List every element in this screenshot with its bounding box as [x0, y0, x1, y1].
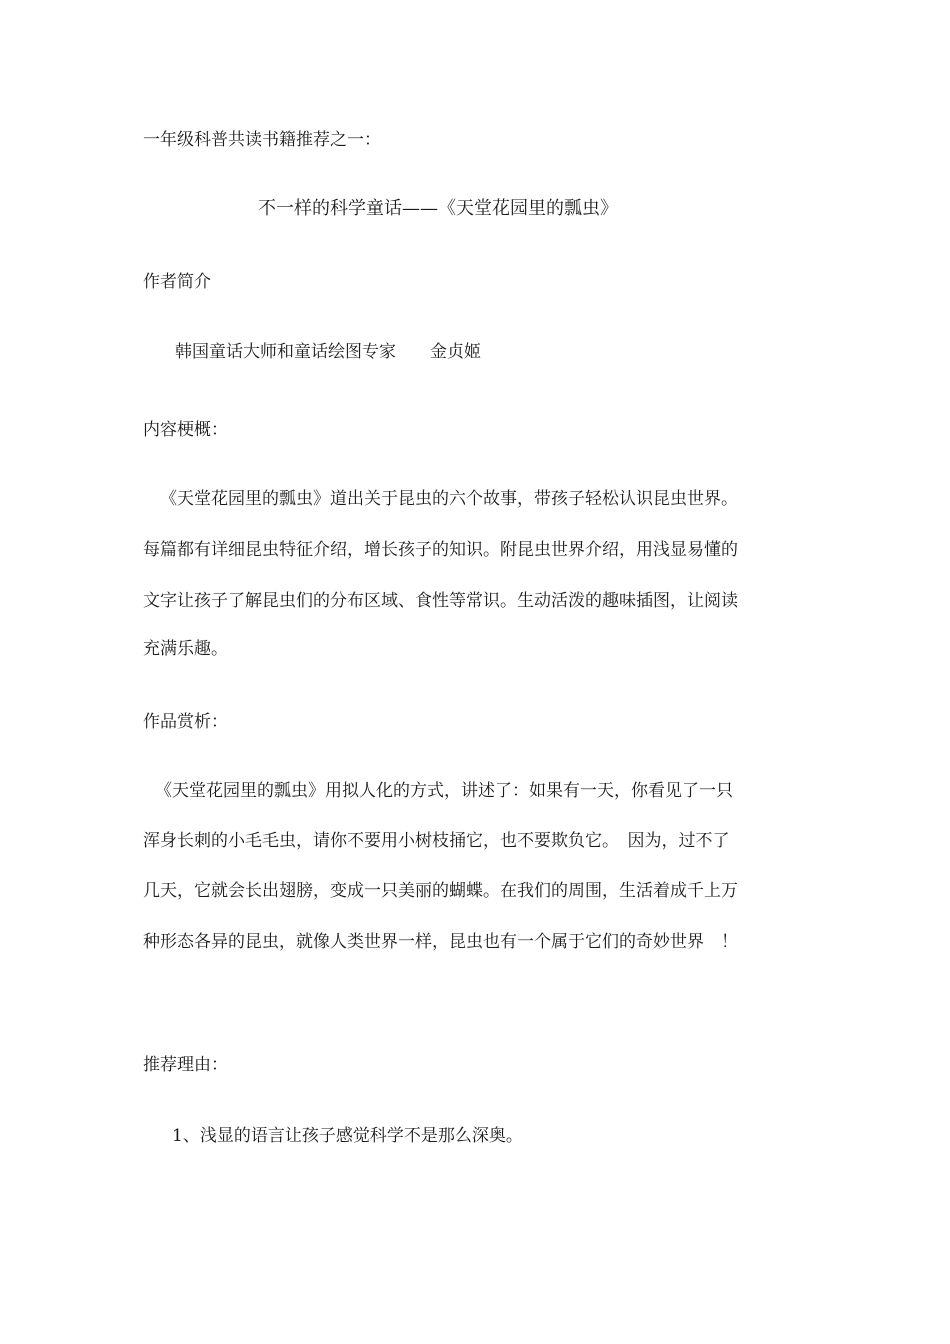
analysis-heading: 作品赏析： — [143, 712, 228, 732]
intro-line: 一年级科普共读书籍推荐之一： — [143, 130, 381, 150]
analysis-line-1: 《天堂花园里的瓢虫》用拟人化的方式，讲述了：如果有一天，你看见了一只 — [155, 781, 733, 801]
summary-line-4: 充满乐趣。 — [143, 639, 228, 659]
summary-line-1: 《天堂花园里的瓢虫》道出关于昆虫的六个故事，带孩子轻松认识昆虫世界。 — [160, 489, 738, 509]
reason-item-1: 1、浅显的语言让孩子感觉科学不是那么深奥。 — [172, 1126, 523, 1146]
summary-line-2: 每篇都有详细昆虫特征介绍，增长孩子的知识。附昆虫世界介绍，用浅显易懂的 — [143, 540, 738, 560]
summary-line-3: 文字让孩子了解昆虫们的分布区域、食性等常识。生动活泼的趣味插图，让阅读 — [143, 591, 738, 611]
analysis-line-2: 浑身长刺的小毛毛虫，请你不要用小树枝捅它，也不要欺负它。 因为，过不了 — [143, 831, 730, 851]
summary-heading: 内容梗概： — [143, 420, 228, 440]
reasons-heading: 推荐理由： — [143, 1055, 228, 1075]
document-title: 不一样的科学童话——《天堂花园里的瓢虫》 — [258, 198, 618, 219]
analysis-line-4: 种形态各异的昆虫，就像人类世界一样，昆虫也有一个属于它们的奇妙世界 ！ — [143, 932, 738, 952]
analysis-line-3: 几天，它就会长出翅膀，变成一只美丽的蝴蝶。在我们的周围，生活着成千上万 — [143, 881, 738, 901]
author-heading: 作者简介 — [143, 272, 211, 292]
author-line: 韩国童话大师和童话绘图专家 金贞姬 — [175, 342, 481, 362]
